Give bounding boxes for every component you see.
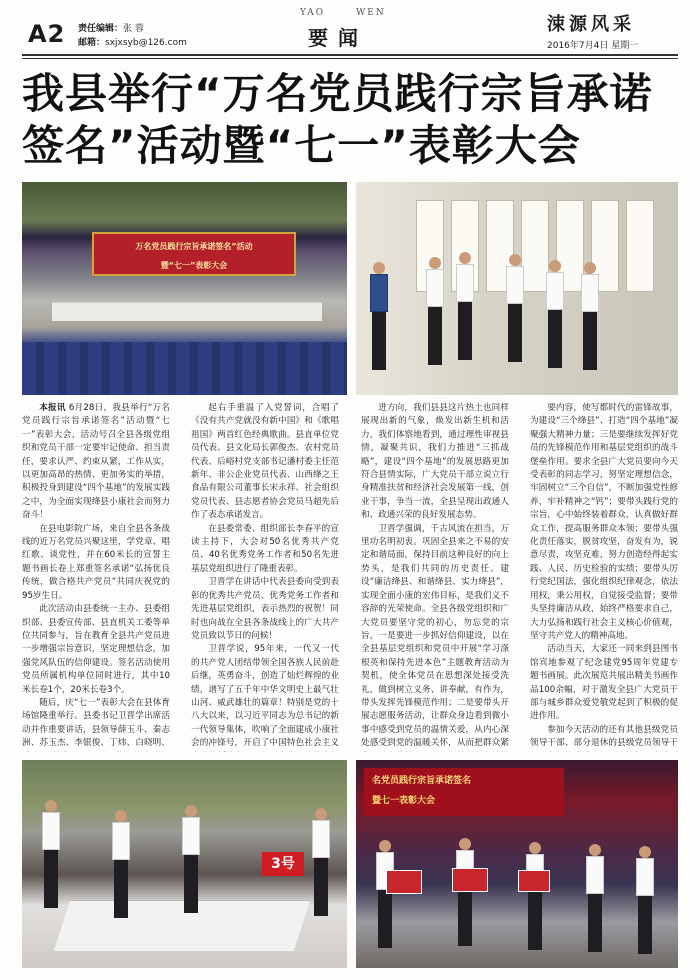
paragraph: 卫晋学在讲话中代表县委向受到表彰的优秀共产党员、优秀党务工作者和先进基层党组织，表示热烈的祝贺！同时也向战在全县各条战线上的广大共产党员致以节日的问候！ bbox=[191, 577, 339, 641]
person bbox=[456, 252, 474, 372]
photo-exhibition-visit bbox=[356, 182, 678, 395]
paragraph: 参加今天活动的还有其他县级党员领导干部、部分退休的县级党员领导干 bbox=[530, 724, 678, 749]
photo-signing-scroll bbox=[22, 760, 347, 968]
award-certificate bbox=[452, 868, 488, 892]
paragraph: 随后，庆“七一”表彰大会在县体育场馆隆重举行。县委书记卫晋学出席活动并作重要讲话，县领导薛玉斗、秦志洲、苏玉杰、李银俊、丁炜、白晓明、 bbox=[22, 697, 170, 749]
headline-line-1: 我县举行“万名党员践行宗旨承诺 bbox=[22, 69, 653, 118]
paragraph: 活动当天，大家还一同来到县图书馆宾地参观了纪念建党95周年党建专题书画展。此次展览共展出精美书画作品100余幅，对于激发全县广大党员干部与城乡群众爱党敬党起到了积极的促进作用。 bbox=[530, 644, 678, 722]
paragraph: 在县电影院广场，来自全县各条战线的近万名党员兴聚这里，学党章、唱红歌、谈党性，并在60米长的宣誓主题书画长卷上郑重签名承诺“弘扬优良传统，做合格共产党员”共同庆祝党的95岁生日。 bbox=[22, 523, 170, 601]
person bbox=[426, 257, 444, 377]
article-body bbox=[22, 402, 678, 752]
paragraph: 起右手重温了入党誓词，合唱了《没有共产党就没有新中国》和《歌唱祖国》两首红色经典歌曲。县直单位党员代表、县文化局长郭俊杰、农村党员代表、后峪村党支部书记潘村委主任范新年、非公企业党员代表、山西绛之王食品有限公司董事长宋永祥、社会组织党员代表、县志愿者协会党员马超先后作了表态承诺发言。 bbox=[191, 403, 339, 521]
person bbox=[526, 842, 544, 962]
rostrum-table bbox=[52, 302, 322, 321]
headline-line-2: 签名”活动暨“七一”表彰大会 bbox=[22, 121, 581, 170]
person bbox=[636, 846, 654, 966]
person bbox=[42, 800, 60, 920]
stage-banner-line-2: 暨“七一”表彰大会 bbox=[160, 261, 228, 270]
photo-award-ceremony bbox=[356, 760, 678, 968]
date: 2016年7月4日 bbox=[547, 41, 609, 51]
article-headline bbox=[22, 68, 682, 172]
award-certificate bbox=[518, 870, 550, 892]
email-label: 邮箱： bbox=[78, 38, 106, 48]
paragraph: 要内容，使写都时代的雷锋故事，为建设“三个绛县”、打造“四个基地”凝聚强大精神力量；三是要继续发挥好党员的先锋模范作用和基层党组织的战斗堡垒作用。要求全县广大党员要向今天受表彰的同志学习，努坚定理想信念，牢固树立“三个自信”，不断加强党性修养，牢补精神之“钙”；要带头践行党的宗旨，心中始终装着群众，认真做好群众工作，提高服务群众本领；要带头强化责任落实，脱贫攻坚，奋发有为，锐意尽责，攻坚克难，努力创造经得起实践、人民、历史检验的实绩；要带头厉行党纪国法，强化组织纪律观念，依法用权，秉公用权，自觉接受监督；要带头坚持廉洁从政，始终严格要求自己，大力弘扬和践行社会主义核心价值观，坚守共产党人的精神高地。 bbox=[530, 403, 678, 641]
editor-name: 张 蓉 bbox=[123, 24, 144, 34]
award-certificate bbox=[386, 870, 422, 894]
section-pinyin-right: WEN bbox=[356, 8, 386, 18]
editor-email: sxjxsyb@126.com bbox=[105, 38, 187, 48]
audience-seats bbox=[22, 342, 347, 395]
article-column-4 bbox=[530, 402, 678, 752]
masthead-rule-thin bbox=[22, 58, 678, 59]
person bbox=[456, 838, 474, 958]
paragraph: 进方向，我们县县这片热土也同样展现出新的气象，焕发出新生机和活力，我们体察地看到，通过理性审视县情，凝聚共识，我们力推进“三抓战略”，建设“四个基地”的发展思路更加符合县情实际，广大党员干部立说立行身精准扶贫和经济社会发展第一线，创业干事，争当一流，全县呈现出政通人和、政通兴荣的良好发展态势。 bbox=[361, 403, 509, 521]
person bbox=[112, 810, 130, 930]
article-column-3 bbox=[361, 402, 509, 752]
calligraphy-scroll bbox=[521, 200, 549, 292]
stage-banner bbox=[92, 232, 296, 276]
article-column-1 bbox=[22, 402, 170, 752]
paragraph: 6月28日，我县举行“万名党员践行宗旨承诺签名”活动暨“七一”表彰大会，活动号召全县各级党组织和党员干部一定要牢记使命、担当责任，要求认严、约束从紧，工作从实，以更加高昂的热情、更加务实的举措，积极投身到建设“四个基地”的发展实践之中，为全面实现绛县小康社会而努力奋斗！ bbox=[22, 403, 170, 521]
paragraph: 卫晋学说，95年来，一代又一代的共产党人团结带领全国各族人民前赴后继，英勇奋斗，创造了灿烂辉煌的业绩，谱写了五千年中华文明史上最气壮山河、威武雄壮的篇章！特别是党的十八大以来，以习近平同志为总书记的新一代领导集体，吹响了全面建成小康社会的冲锋号，开启了中国特色社会主义 bbox=[191, 644, 339, 749]
person bbox=[370, 262, 388, 382]
byline: 本报讯 bbox=[39, 403, 66, 413]
editor-info bbox=[78, 22, 187, 50]
paragraph: 卫晋学强调，千古风流在担当，万里功名明初衷。巩固全县来之不易的安定和谐局面，保持目前这种良好的向上势头，是我们共同的历史责任。建设“廉洁绛县、和谐绛县、实力绛县”，实现全面小康的宏伟目标，是我们义不容辞的光荣使命。全县各级党组织和广大党员要坚守党的初心，勿忘党的宗旨，一是要进一步抓好信仰建设，以在全县基层党组织和党员中开展“学习涤根英和保持先进本色”主题教育活动为契机，使全体党员在思想深处接受洗礼，做到树立义务、讲奉献，有作为，带头发挥先锋模范作用；二是要带头开展志愿服务活动，让群众身边看到微小事中感受到党员的温情关爱，从内心深处感受到党的温暖关怀，从而把群众紧 bbox=[361, 523, 509, 749]
stage-banner-line-1: 万名党员践行宗旨承诺签名”活动 bbox=[135, 242, 253, 251]
ceremony-banner-line-1: 名党员践行宗旨承诺签名 bbox=[372, 776, 472, 786]
paragraph: 在县委常委、组织部长李春平的宣读主持下，大会对50名优秀共产党员、40名优秀党务工作者和50名先进基层党组织进行了隆重表彰。 bbox=[191, 523, 339, 574]
photo-stage-meeting bbox=[22, 182, 347, 395]
publication-date bbox=[547, 38, 638, 51]
page-number: A2 bbox=[28, 20, 66, 48]
section-name: 要闻 bbox=[308, 26, 368, 50]
person bbox=[506, 254, 524, 374]
article-column-2 bbox=[191, 402, 339, 752]
section-pinyin-left: YAO bbox=[300, 8, 326, 18]
ceremony-banner-line-2: 暨七一表彰大会 bbox=[372, 796, 436, 806]
ceremony-banner bbox=[364, 768, 564, 816]
person bbox=[581, 262, 599, 382]
person bbox=[312, 808, 330, 928]
masthead-rule bbox=[22, 54, 678, 56]
masthead bbox=[0, 0, 700, 58]
editor-label: 责任编辑： bbox=[78, 24, 124, 34]
person bbox=[546, 260, 564, 380]
weekday: 星期一 bbox=[611, 41, 639, 51]
person bbox=[376, 840, 394, 960]
paper-name: 涑源风采 bbox=[547, 14, 635, 35]
person bbox=[182, 805, 200, 925]
number-sign: 3号 bbox=[262, 852, 304, 876]
calligraphy-scroll bbox=[626, 200, 654, 292]
paragraph: 此次活动由县委统一主办、县委组织部、县委宣传部、县直机关工委等单位共同参与，旨在教育全县共产党员进一步增强宗旨意识，坚定理想信念，加强党风队伍的信仰建设。签名活动使用党员所属机构单位同时进行，其中10米长卷1个，20米长卷3个。 bbox=[22, 604, 170, 695]
person bbox=[586, 844, 604, 964]
